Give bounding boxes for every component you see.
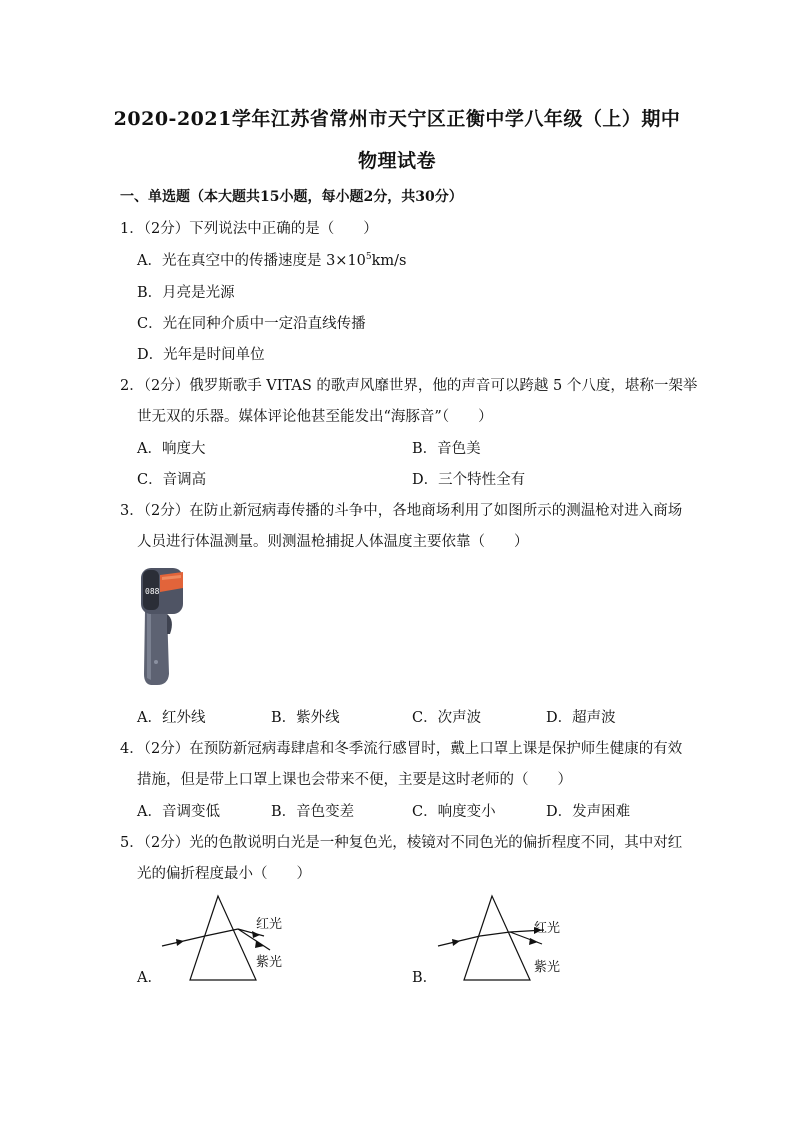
question-5-option-a-red-label: 红光	[256, 917, 283, 932]
exam-title-line1: 2020-2021学年江苏省常州市天宁区正衡中学八年级（上）期中	[113, 108, 681, 130]
question-1-option-c: C．光在同种介质中一定沿直线传播	[137, 316, 366, 332]
question-3-option-c: C．次声波	[412, 710, 482, 726]
question-4-stem-line1: 4．（2分）在预防新冠病毒肆虐和冬季流行感冒时，戴上口罩上课是保护师生健康的有效	[120, 741, 683, 757]
question-1-option-b: B．月亮是光源	[137, 285, 235, 301]
question-4-option-c: C．响度变小	[412, 804, 496, 820]
section-heading: 一、单选题（本大题共15小题，每小题2分，共30分）	[120, 189, 463, 205]
question-2-option-b: B．音色美	[412, 441, 481, 457]
question-4-option-a: A．音调变低	[137, 804, 220, 820]
exam-title-line2: 物理试卷	[357, 150, 436, 172]
question-2-option-d: D．三个特性全有	[412, 472, 526, 488]
question-3-option-a: A．红外线	[137, 710, 206, 726]
thermometer-gun-image	[137, 562, 185, 690]
question-3-option-d: D．超声波	[546, 710, 616, 726]
question-5-option-a-prism-diagram	[160, 892, 300, 984]
question-5-option-b-violet-label: 紫光	[534, 960, 561, 975]
question-1-option-a: A．光在真空中的传播速度是 $3\times 10^5km/s$	[137, 252, 407, 269]
thermometer-screen-text: 088	[145, 587, 160, 596]
question-4-option-b: B．音色变差	[271, 804, 355, 820]
question-2-option-c: C．音调高	[137, 472, 207, 488]
question-3-stem-line1: 3．（2分）在防止新冠病毒传播的斗争中，各地商场利用了如图所示的测温枪对进入商场	[120, 503, 683, 519]
question-3-stem-line2: 人员进行体温测量。则测温枪捕捉人体温度主要依靠（ ）	[137, 534, 529, 550]
question-3-option-b: B．紫外线	[271, 710, 340, 726]
question-2-stem-line2: 世无双的乐器。媒体评论他甚至能发出“海豚音”（ ）	[137, 409, 493, 425]
question-2-option-a: A．响度大	[137, 441, 206, 457]
question-5-stem-line1: 5．（2分）光的色散说明白光是一种复色光，棱镜对不同色光的偏折程度不同，其中对红	[120, 835, 683, 851]
question-1-stem: 1．（2分）下列说法中正确的是（ ）	[120, 221, 378, 237]
question-1-option-d: D．光年是时间单位	[137, 347, 265, 363]
question-4-stem-line2: 措施，但是带上口罩上课也会带来不便，主要是这时老师的（ ）	[137, 772, 572, 788]
question-5-option-a: A．	[137, 970, 162, 986]
question-5-option-b: B．	[412, 970, 438, 986]
question-5-option-a-violet-label: 紫光	[256, 955, 283, 970]
question-5-option-b-red-label: 红光	[534, 921, 561, 936]
question-4-option-d: D．发声困难	[546, 804, 631, 820]
question-2-stem-line1: 2．（2分）俄罗斯歌手 VITAS 的歌声风靡世界，他的声音可以跨越 5 个八度，堪称一架举	[120, 378, 698, 394]
question-5-stem-line2: 光的偏折程度最小（ ）	[137, 866, 311, 882]
